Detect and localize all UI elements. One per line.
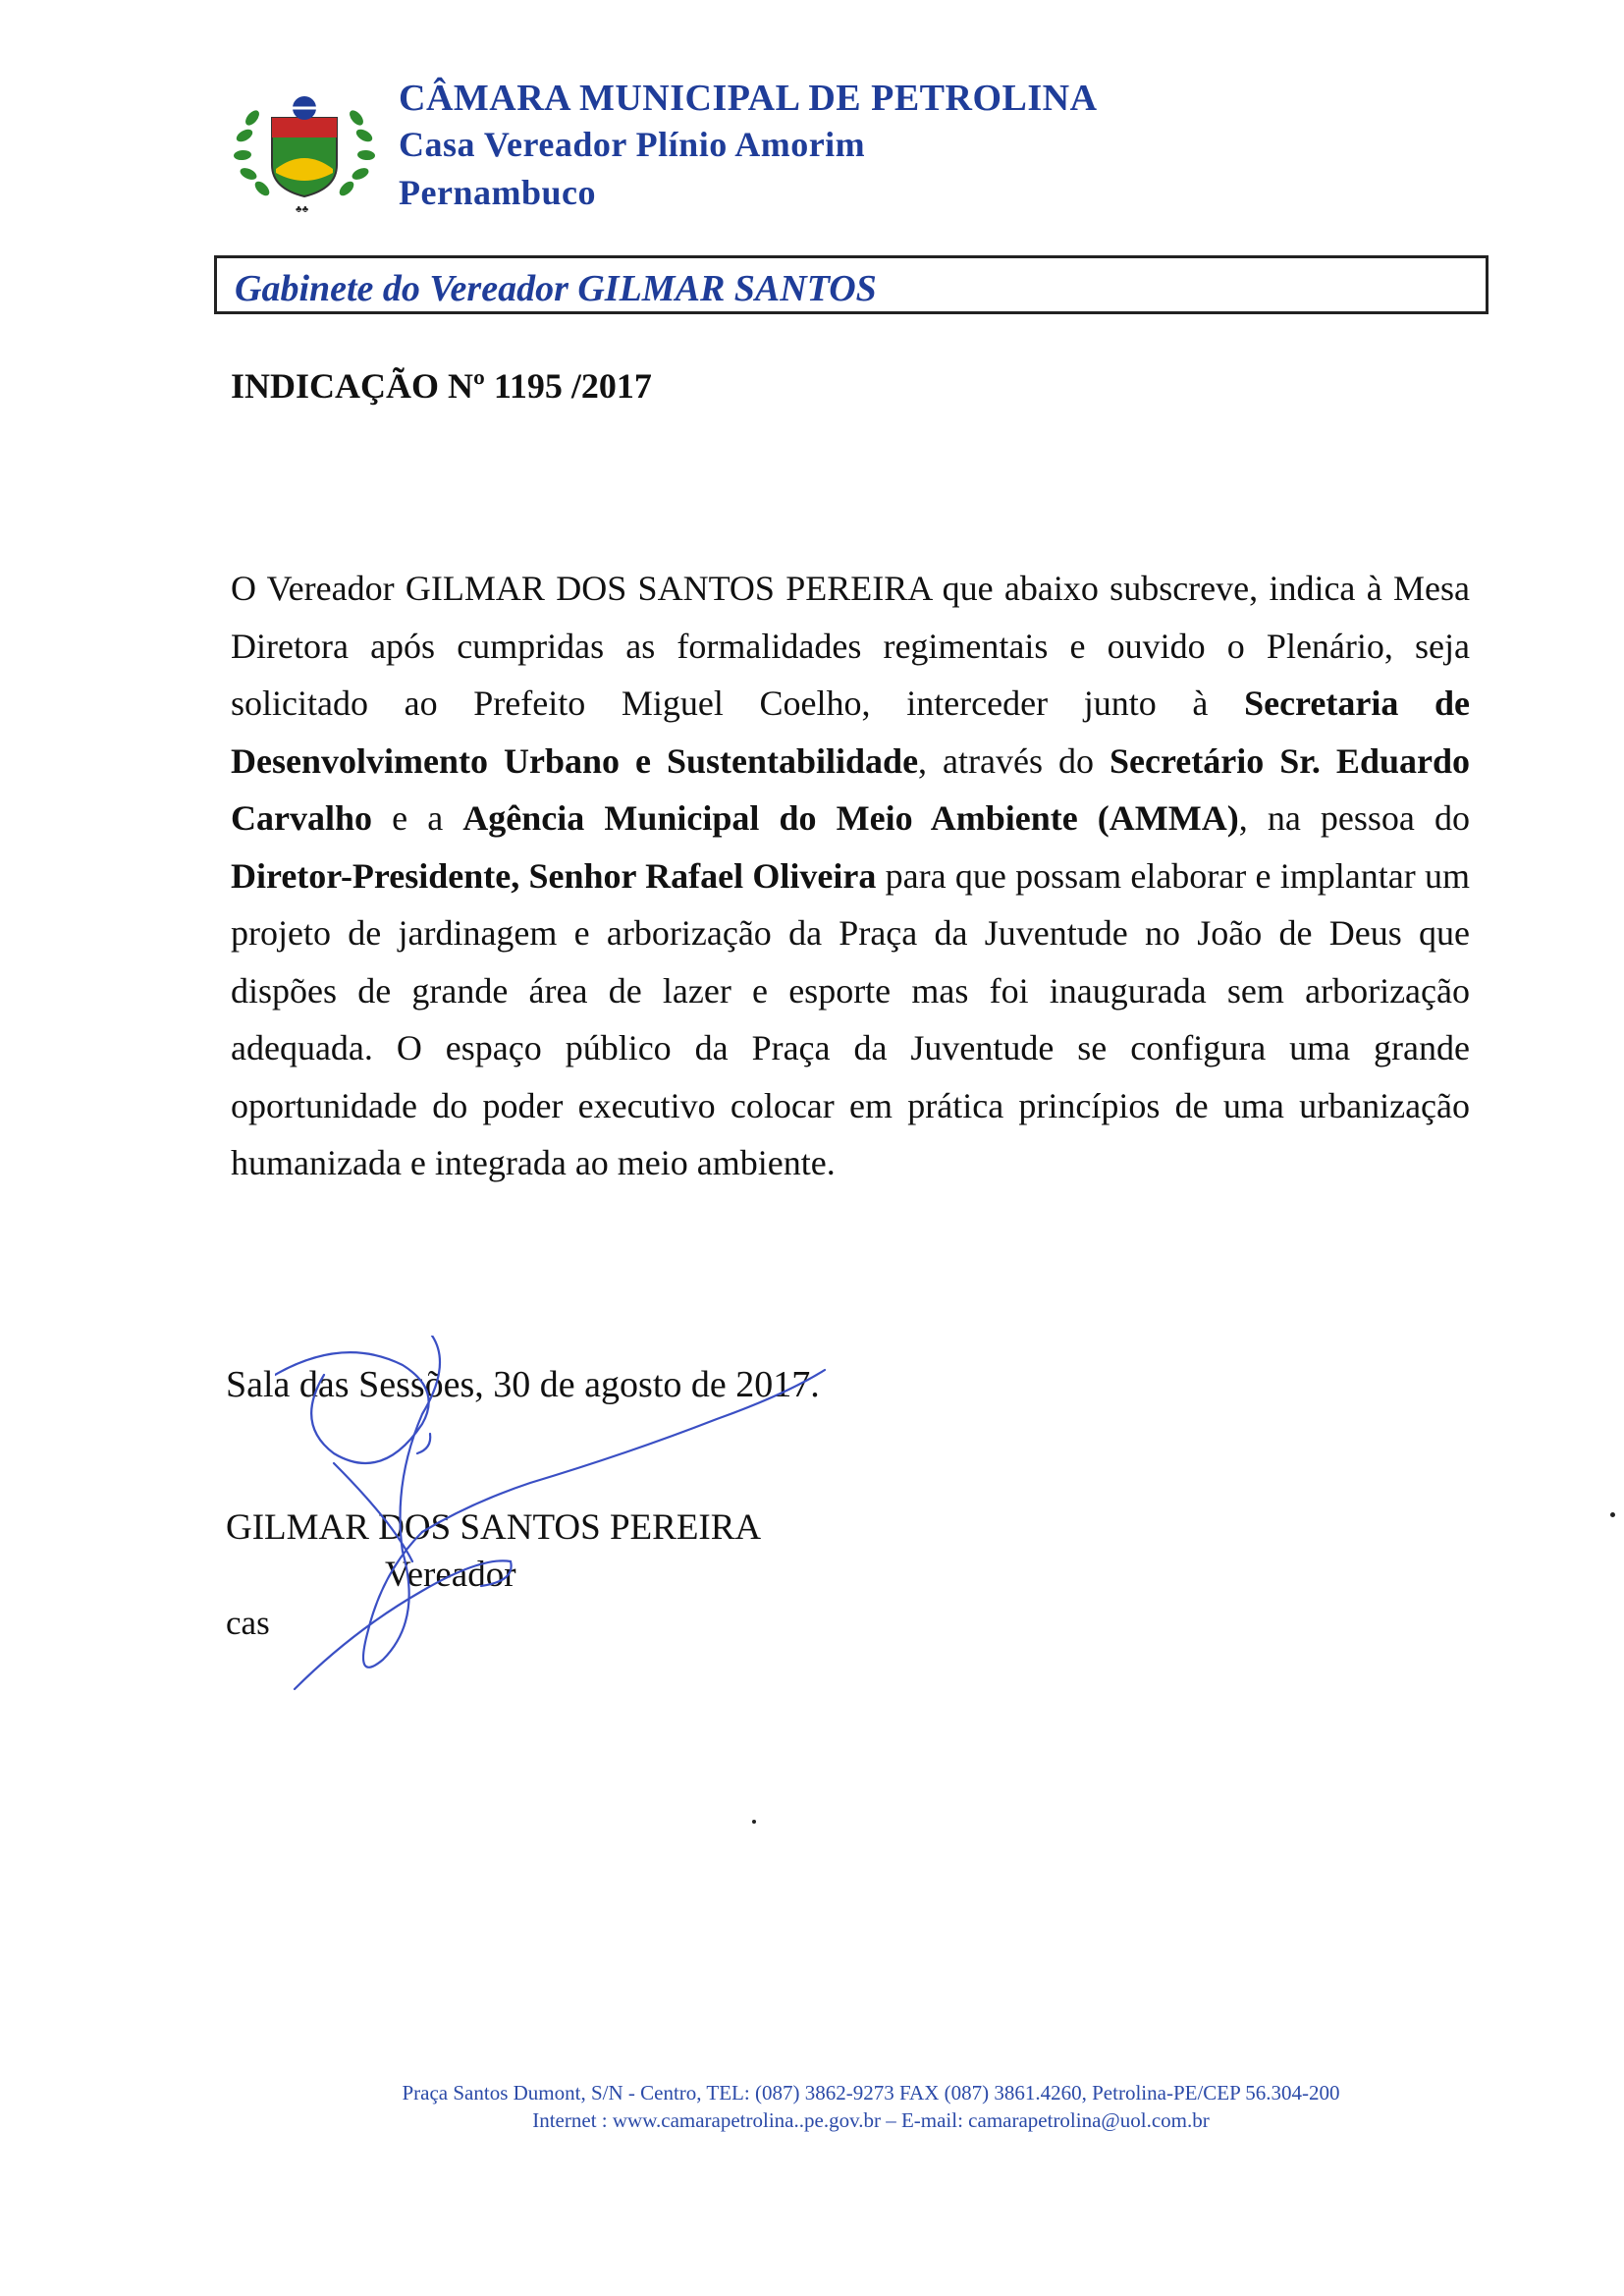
body-text: , através do bbox=[918, 740, 1110, 781]
institution-name: CÂMARA MUNICIPAL DE PETROLINA bbox=[399, 78, 1098, 119]
body-text: O Vereador GILMAR DOS SANTOS PEREIRA que abaixo subscreve, indica à Mesa Diretora após cumpridas as formalidades regimentais e ouvido o Plenário, seja solicitado ao Prefeito Miguel Coelho, interceder junto à bbox=[231, 569, 1470, 723]
body-text-bold: Diretor-Presidente, Senhor Rafael Oliveira bbox=[231, 855, 877, 896]
body-text-bold: Secretaria de Desenvolvimento Urbano e Sustentabilidade bbox=[231, 683, 1470, 781]
body-text-bold: Agência Municipal do Meio Ambiente (AMMA) bbox=[462, 798, 1239, 838]
house-name: Casa Vereador Plínio Amorim bbox=[399, 125, 866, 164]
scan-speck bbox=[1610, 1512, 1615, 1517]
signer-role: Vereador bbox=[385, 1555, 516, 1595]
scan-speck bbox=[752, 1820, 756, 1824]
municipal-crest-icon bbox=[231, 79, 378, 216]
body-text-bold: Secretário Sr. Eduardo Carvalho bbox=[231, 740, 1470, 838]
date-line: Sala das Sessões, 30 de agosto de 2017. bbox=[226, 1364, 820, 1405]
state-name: Pernambuco bbox=[399, 173, 596, 212]
footer-address: Praça Santos Dumont, S/N - Centro, TEL: (087) 3862-9273 FAX (087) 3861.4260, Petrolina-PE/CEP 56.304-200 bbox=[402, 2081, 1340, 2105]
signature-icon bbox=[275, 1336, 884, 1709]
body-text: e a bbox=[372, 798, 463, 838]
body-text: para que possam elaborar e implantar um projeto de jardinagem e arborização da Praça da Juventude no João de Deus que dispões de grande área de lazer e esporte mas foi inaugurada sem arborização adequada. O espaço público da Praça da Juventude se configura uma grande oportunidade do poder executivo colocar em prática princípios de uma urbanização humanizada e integrada ao meio ambiente. bbox=[231, 855, 1470, 1182]
document-title: INDICAÇÃO Nº 1195 /2017 bbox=[231, 366, 652, 406]
body-paragraph bbox=[231, 560, 1470, 1192]
cabinet-label: Gabinete do Vereador GILMAR SANTOS bbox=[235, 268, 877, 309]
cabinet-box bbox=[214, 255, 1489, 314]
footer-contact: Internet : www.camarapetrolina..pe.gov.br – E-mail: camarapetrolina@uol.com.br bbox=[532, 2108, 1210, 2132]
author-initials: cas bbox=[226, 1604, 270, 1642]
body-text: , na pessoa do bbox=[1238, 798, 1470, 838]
svg-text:♣♣: ♣♣ bbox=[296, 204, 309, 215]
signer-name: GILMAR DOS SANTOS PEREIRA bbox=[226, 1507, 762, 1548]
